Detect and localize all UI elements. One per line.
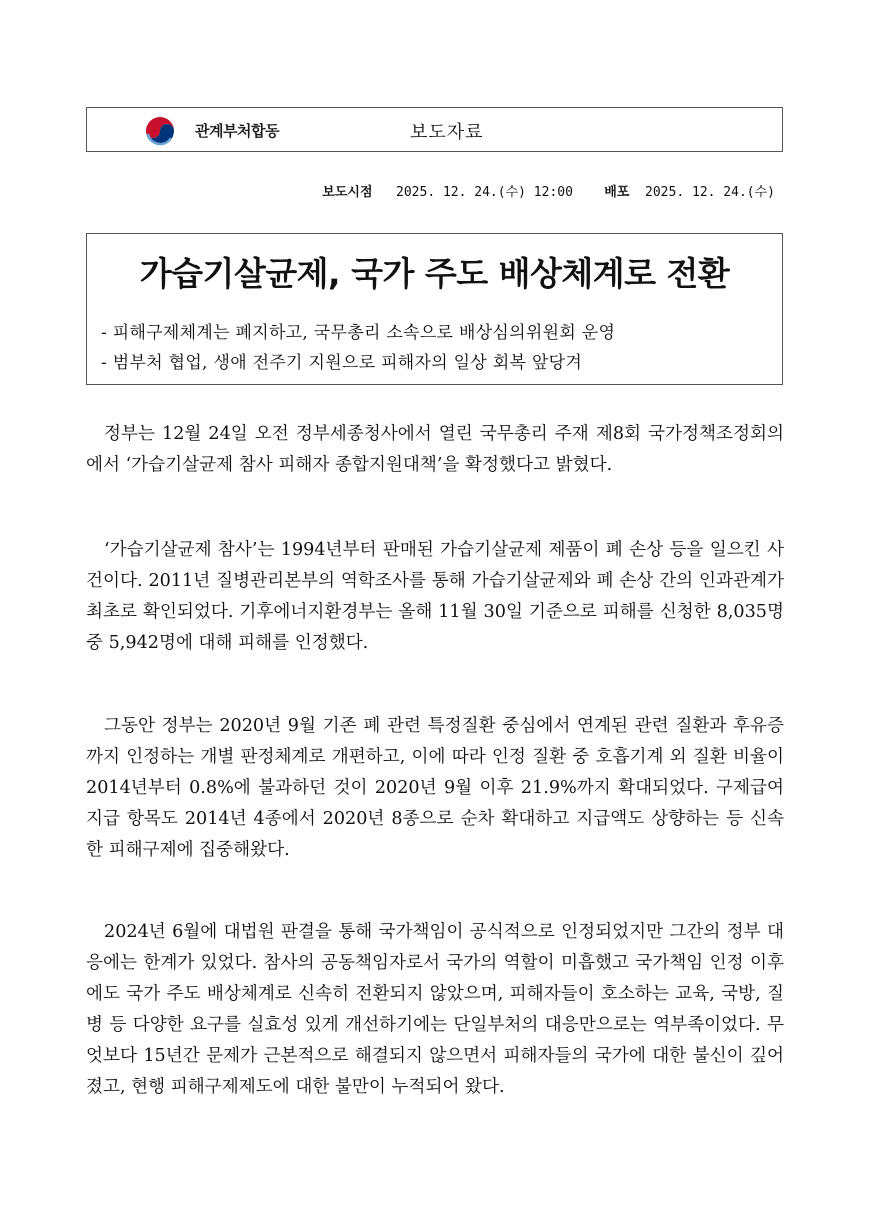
org-name: 관계부처합동 xyxy=(195,122,279,140)
embargo-label: 보도시점 xyxy=(322,185,373,200)
embargo-value: 2025. 12. 24.(수) 12:00 xyxy=(396,185,573,200)
title-box xyxy=(86,233,783,385)
paragraph-1-text: 정부는 12월 24일 오전 정부세종청사에서 열린 국무총리 주재 제8회 국가정책조정회의에서 ‘가습기살균제 참사 피해자 종합지원대책’을 확정했다고 밝혔다. xyxy=(86,424,784,475)
government-logo-icon xyxy=(143,114,177,148)
paragraph-1 xyxy=(86,419,784,481)
distribution-label: 배포 xyxy=(604,185,630,200)
paragraph-2 xyxy=(86,535,784,659)
paragraph-3 xyxy=(86,711,784,866)
paragraph-4 xyxy=(86,917,784,1103)
subtitle-1: - 피해구제체계는 폐지하고, 국무총리 소속으로 배상심의위원회 운영 xyxy=(101,323,616,343)
doc-type-label: 보도자료 xyxy=(410,122,484,143)
paragraph-2-text: ‘가습기살균제 참사’는 1994년부터 판매된 가습기살균제 제품이 폐 손상 등을 일으킨 사건이다. 2011년 질병관리본부의 역학조사를 통해 가습기살균제와 폐 손상 간의 인과관계가 최초로 확인되었다. 기후에너지환경부는 올해 11월 30일 기준으로 피해를 신청한 8,035명 중 5,942명에 대해 피해를 인정했다. xyxy=(86,540,784,653)
paragraph-3-text: 그동안 정부는 2020년 9월 기존 폐 관련 특정질환 중심에서 연계된 관련 질환과 후유증까지 인정하는 개별 판정체계로 개편하고, 이에 따라 인정 질환 중 호흡기계 외 질환 비율이 2014년부터 0.8%에 불과하던 것이 2020년 9월 이후 21.9%까지 확대되었다. 구제급여 지급 항목도 2014년 4종에서 2020년 8종으로 순차 확대하고 지급액도 상향하는 등 신속한 피해구제에 집중해왔다. xyxy=(86,716,784,860)
release-info xyxy=(322,181,775,200)
distribution-value: 2025. 12. 24.(수) xyxy=(645,185,775,200)
paragraph-4-text: 2024년 6월에 대법원 판결을 통해 국가책임이 공식적으로 인정되었지만 그간의 정부 대응에는 한계가 있었다. 참사의 공동책임자로서 국가의 역할이 미흡했고 국가책임 인정 이후에도 국가 주도 배상체계로 신속히 전환되지 않았으며, 피해자들이 호소하는 교육, 국방, 질병 등 다양한 요구를 실효성 있게 개선하기에는 단일부처의 대응만으로는 역부족이었다. 무엇보다 15년간 문제가 근본적으로 해결되지 않으면서 피해자들의 국가에 대한 불신이 깊어졌고, 현행 피해구제제도에 대한 불만이 누적되어 왔다. xyxy=(86,922,784,1097)
subtitle-2: - 범부처 협업, 생애 전주기 지원으로 피해자의 일상 회복 앞당겨 xyxy=(101,353,583,373)
main-title: 가습기살균제, 국가 주도 배상체계로 전환 xyxy=(139,254,730,293)
header-box xyxy=(86,107,783,152)
